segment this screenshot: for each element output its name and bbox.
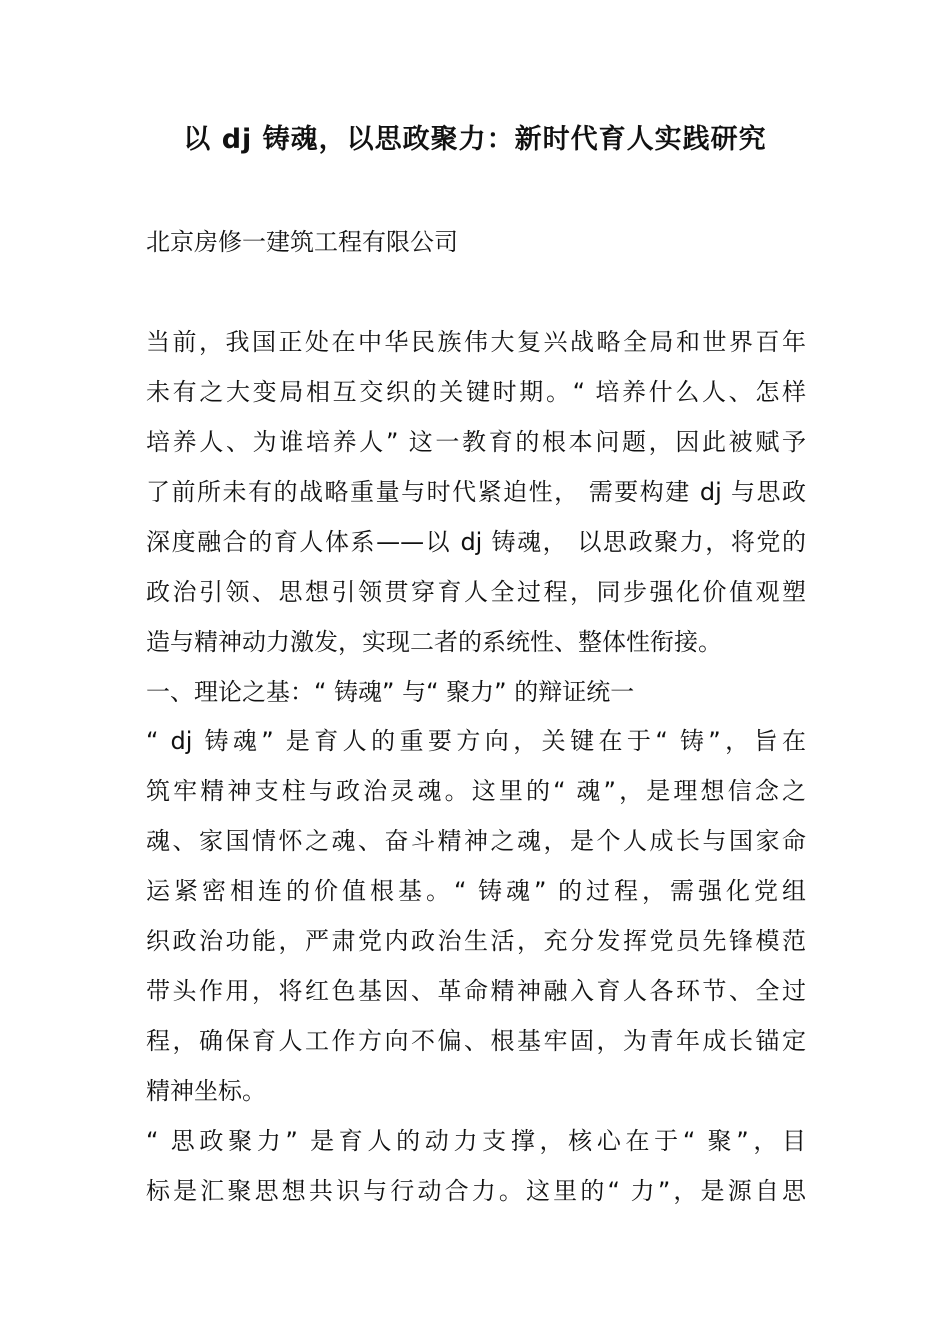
body-line: “ 思政聚力” 是育人的动力支撑，核心在于“ 聚”，目 — [146, 1127, 806, 1155]
document-title: 以 dj 铸魂，以思政聚力：新时代育人实践研究 — [183, 124, 767, 155]
body-line: 带头作用，将红色基因、革命精神融入育人各环节、全过 — [146, 977, 806, 1005]
body-line: 未有之大变局相互交织的关键时期。“ 培养什么人、怎样 — [146, 378, 806, 406]
body-line: 织政治功能，严肃党内政治生活，充分发挥党员先锋模范 — [146, 927, 806, 955]
body-line: 深度融合的育人体系——以 dj 铸魂， 以思政聚力，将党的 — [146, 528, 806, 556]
body-line: 造与精神动力激发，实现二者的系统性、整体性衔接。 — [146, 628, 722, 656]
body-line: “ dj 铸魂” 是育人的重要方向，关键在于“ 铸”，旨在 — [146, 727, 806, 755]
body-line: 程，确保育人工作方向不偏、根基牢固，为青年成长锚定 — [146, 1027, 806, 1055]
body-line: 魂、家国情怀之魂、奋斗精神之魂，是个人成长与国家命 — [146, 827, 806, 855]
section-heading: 一、理论之基：“ 铸魂” 与“ 聚力” 的辩证统一 — [146, 678, 635, 706]
body-line: 培养人、为谁培养人” 这一教育的根本问题，因此被赋予 — [146, 428, 806, 456]
body-line: 政治引领、思想引领贯穿育人全过程，同步强化价值观塑 — [146, 578, 806, 606]
body-line: 标是汇聚思想共识与行动合力。这里的“ 力”，是源自思 — [146, 1177, 806, 1205]
body-line: 筑牢精神支柱与政治灵魂。这里的“ 魂”，是理想信念之 — [146, 777, 806, 805]
body-line: 当前，我国正处在中华民族伟大复兴战略全局和世界百年 — [146, 328, 806, 356]
body-line: 了前所未有的战略重量与时代紧迫性， 需要构建 dj 与思政 — [146, 478, 806, 506]
body-line: 运紧密相连的价值根基。“ 铸魂” 的过程，需强化党组 — [146, 877, 806, 905]
document-author: 北京房修一建筑工程有限公司 — [146, 228, 458, 256]
body-line: 精神坐标。 — [146, 1077, 266, 1105]
